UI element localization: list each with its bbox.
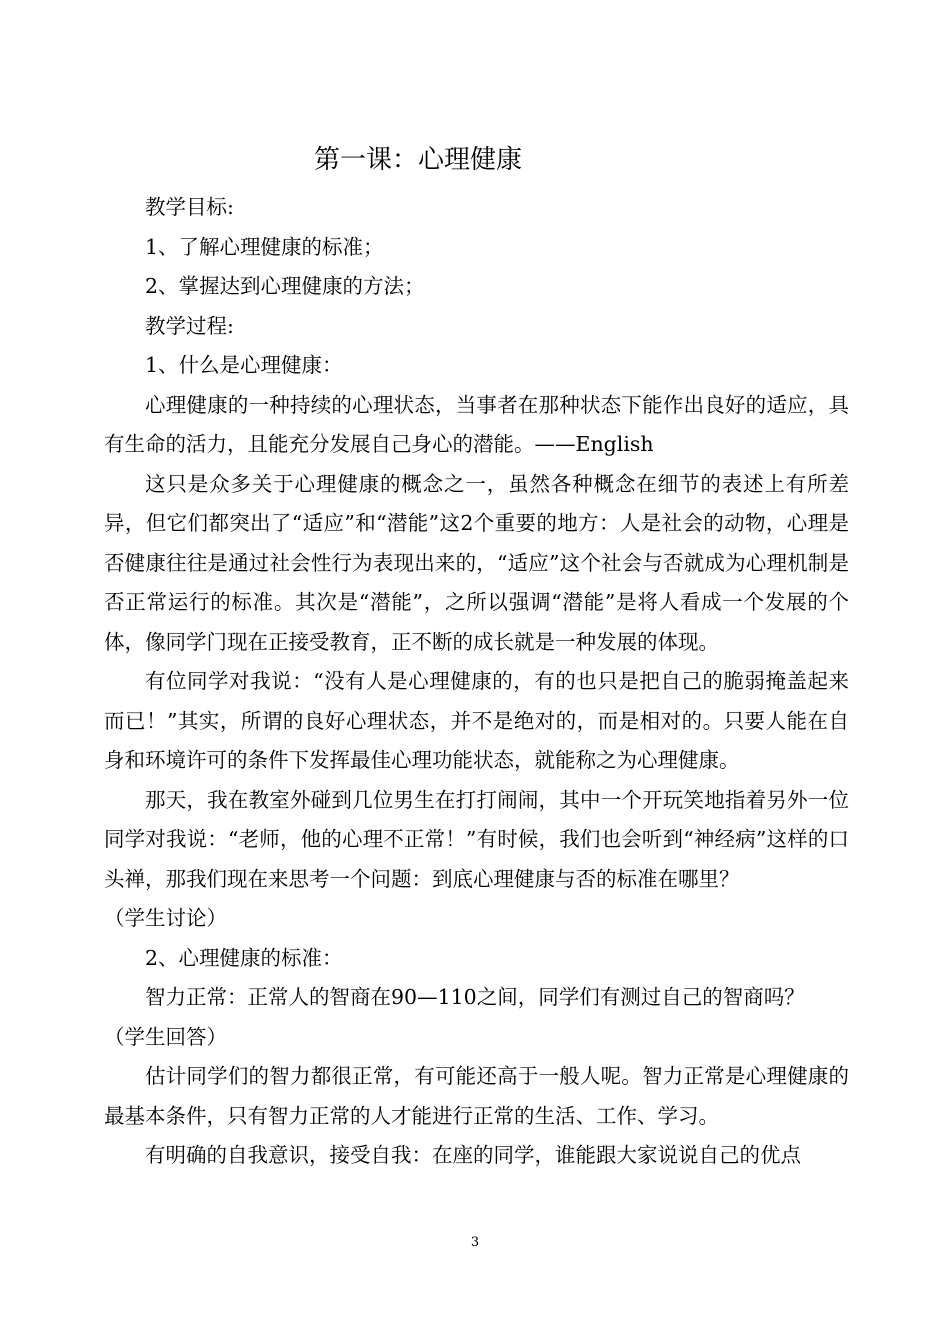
note-student-answer: （学生回答） bbox=[104, 1024, 227, 1049]
paragraph-classroom-anecdote: 那天，我在教室外碰到几位男生在打打闹闹，其中一个开玩笑地指着另外一位同学对我说：“老师，他的心理不正常！”有时候，我们也会听到“神经病”这样的口头禅，那我们现在来思考一个问题：到底心理健康与否的标准在哪里？ bbox=[104, 787, 849, 891]
subheading-what-is-mental-health: 1、什么是心理健康： bbox=[145, 353, 343, 377]
objective-item-2: 2、掌握达到心理健康的方法； bbox=[145, 274, 425, 298]
paragraph-definition: 心理健康的一种持续的心理状态，当事者在那种状态下能作出良好的适应，具有生命的活力，且能充分发展自己身心的潜能。——English bbox=[104, 392, 849, 456]
page-number: 3 bbox=[470, 1235, 480, 1250]
page-title: 第一课：心理健康 bbox=[313, 145, 522, 175]
objective-item-1: 1、了解心理健康的标准； bbox=[145, 234, 384, 259]
paragraph-student-quote: 有位同学对我说：“没有人是心理健康的，有的也只是把自己的脆弱掩盖起来而已！”其实，所谓的良好心理状态，并不是绝对的，而是相对的。只要人能在自身和环境许可的条件下发挥最佳心理功能状态，就能称之为心理健康。 bbox=[104, 669, 849, 772]
section-heading-process: 教学过程: bbox=[145, 313, 234, 338]
paragraph-intelligence-explanation: 估计同学们的智力都很正常，有可能还高于一般人呢。智力正常是心理健康的最基本条件，只有智力正常的人才能进行正常的生活、工作、学习。 bbox=[104, 1064, 849, 1128]
document-body bbox=[104, 188, 849, 1176]
paragraph-normal-intelligence: 智力正常：正常人的智商在90—110之间，同学们有测过自己的智商吗？ bbox=[145, 985, 805, 1009]
note-student-discussion: （学生讨论） bbox=[104, 906, 227, 930]
paragraph-concept-explanation: 这只是众多关于心理健康的概念之一，虽然各种概念在细节的表述上有所差异，但它们都突出了“适应”和“潜能”这2个重要的地方：人是社会的动物，心理是否健康往往是通过社会性行为表现出来的，“适应”这个社会与否就成为心理机制是否正常运行的标准。其次是“潜能”，之所以强调“潜能”是将人看成一个发展的个体，像同学门现在正接受教育，正不断的成长就是一种发展的体现。 bbox=[104, 471, 849, 654]
subheading-standards: 2、心理健康的标准： bbox=[145, 945, 343, 970]
section-heading-objectives: 教学目标: bbox=[145, 195, 234, 219]
paragraph-self-awareness: 有明确的自我意识，接受自我：在座的同学，谁能跟大家说说自己的优点 bbox=[145, 1143, 801, 1167]
